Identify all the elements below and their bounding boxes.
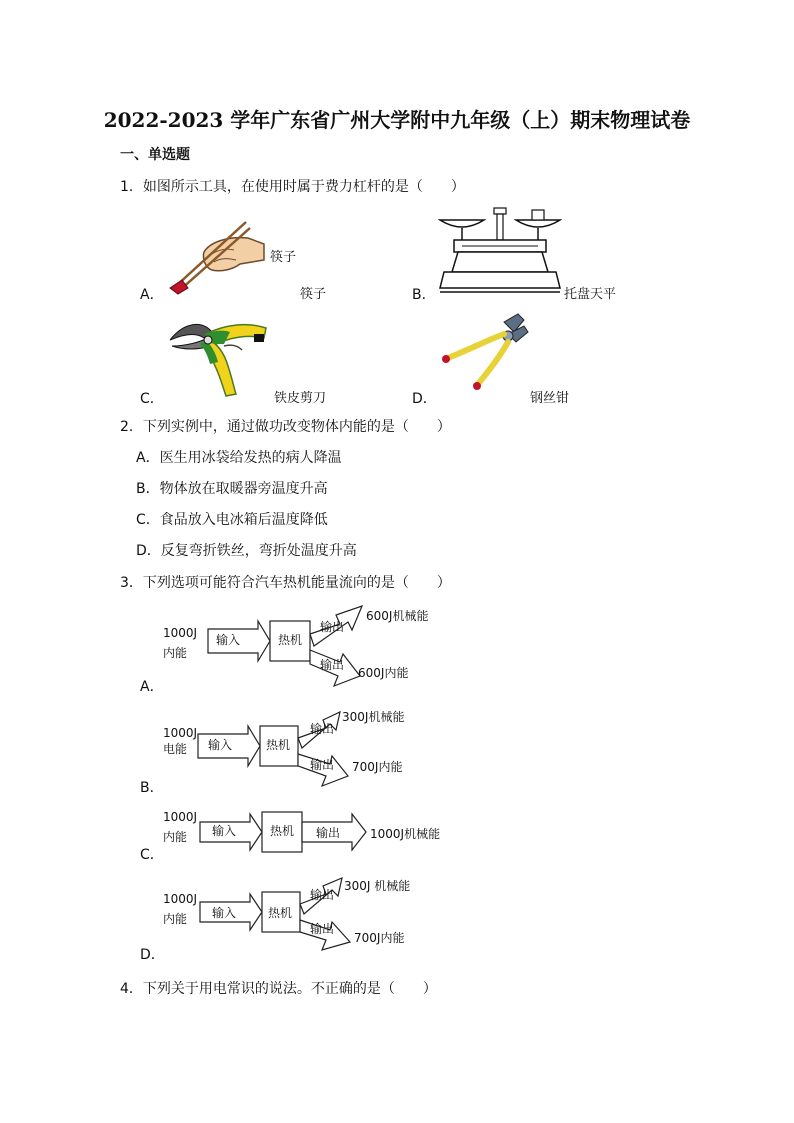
output-label-lower: 输出 bbox=[320, 658, 345, 672]
q2-option-d: D．反复弯折铁丝，弯折处温度升高 bbox=[136, 543, 357, 559]
source-energy-type: 内能 bbox=[163, 912, 188, 926]
q2-option-a: A．医生用冰袋给发热的病人降温 bbox=[136, 450, 342, 466]
q3-option-c-letter: C． bbox=[140, 847, 164, 863]
question-3-stem: 3．下列选项可能符合汽车热机能量流向的是（ ） bbox=[120, 575, 451, 591]
engine-label: 热机 bbox=[268, 906, 293, 920]
question-4-stem: 4．下列关于用电常识的说法。不正确的是（ ） bbox=[120, 981, 437, 997]
q2-option-b: B．物体放在取暖器旁温度升高 bbox=[136, 481, 328, 497]
output-label-upper: 输出 bbox=[310, 722, 335, 736]
engine-label: 热机 bbox=[266, 738, 291, 752]
q1-option-d-letter: D． bbox=[412, 391, 437, 407]
chopsticks-image-label: 筷子 bbox=[270, 250, 297, 265]
q3-option-b-letter: B． bbox=[140, 780, 164, 796]
q1-option-b-caption: 托盘天平 bbox=[564, 287, 617, 302]
source-energy-type: 内能 bbox=[163, 646, 188, 660]
q1-option-a-caption: 筷子 bbox=[300, 287, 327, 302]
output-internal-energy: 700J内能 bbox=[352, 760, 403, 774]
input-label: 输入 bbox=[212, 906, 237, 920]
question-2-stem: 2．下列实例中，通过做功改变物体内能的是（ ） bbox=[120, 419, 451, 435]
q1-option-d-caption: 钢丝钳 bbox=[530, 391, 570, 406]
output-mechanical-energy: 600J机械能 bbox=[366, 609, 429, 623]
source-energy-amount: 1000J bbox=[163, 892, 198, 906]
source-energy-amount: 1000J bbox=[163, 626, 198, 640]
q2-option-c: C．食品放入电冰箱后温度降低 bbox=[136, 512, 328, 528]
question-1-stem: 1．如图所示工具，在使用时属于费力杠杆的是（ ） bbox=[120, 179, 465, 195]
tray-balance-icon bbox=[438, 204, 562, 296]
q3-option-a-letter: A． bbox=[140, 679, 164, 695]
source-energy-amount: 1000J bbox=[163, 810, 198, 824]
output-mechanical-energy: 300J 机械能 bbox=[344, 879, 411, 893]
q3-option-c-diagram bbox=[160, 808, 460, 864]
output-label: 输出 bbox=[316, 826, 341, 840]
input-label: 输入 bbox=[208, 738, 233, 752]
section-heading: 一、单选题 bbox=[120, 147, 190, 163]
q3-option-b-diagram bbox=[160, 708, 460, 788]
pruning-shears-icon bbox=[166, 316, 276, 398]
output-label-lower: 输出 bbox=[310, 758, 335, 772]
q3-option-d-letter: D． bbox=[140, 947, 165, 963]
q3-option-d-diagram bbox=[160, 878, 460, 948]
output-mechanical-energy: 1000J机械能 bbox=[370, 827, 441, 841]
q1-option-c-letter: C． bbox=[140, 391, 164, 407]
output-label-upper: 输出 bbox=[310, 888, 335, 902]
q1-option-a-letter: A． bbox=[140, 287, 164, 303]
engine-label: 热机 bbox=[278, 633, 303, 647]
wire-pliers-icon bbox=[438, 312, 534, 396]
q3-option-a-diagram bbox=[160, 606, 460, 690]
output-label-lower: 输出 bbox=[310, 922, 335, 936]
output-internal-energy: 700J内能 bbox=[354, 931, 405, 945]
q1-option-b-letter: B． bbox=[412, 287, 436, 303]
chopsticks-hand-icon bbox=[166, 214, 266, 298]
input-label: 输入 bbox=[212, 824, 237, 838]
source-energy-type: 电能 bbox=[163, 742, 188, 756]
q1-option-c-caption: 铁皮剪刀 bbox=[274, 391, 327, 406]
output-mechanical-energy: 300J机械能 bbox=[342, 710, 405, 724]
input-label: 输入 bbox=[216, 633, 241, 647]
source-energy-amount: 1000J bbox=[163, 726, 198, 740]
source-energy-type: 内能 bbox=[163, 830, 188, 844]
energy-flow-arrows bbox=[160, 708, 460, 788]
output-label-upper: 输出 bbox=[320, 620, 345, 634]
output-internal-energy: 600J内能 bbox=[358, 666, 409, 680]
engine-label: 热机 bbox=[270, 824, 295, 838]
page-title: 2022-2023 学年广东省广州大学附中九年级（上）期末物理试卷 bbox=[103, 108, 691, 132]
